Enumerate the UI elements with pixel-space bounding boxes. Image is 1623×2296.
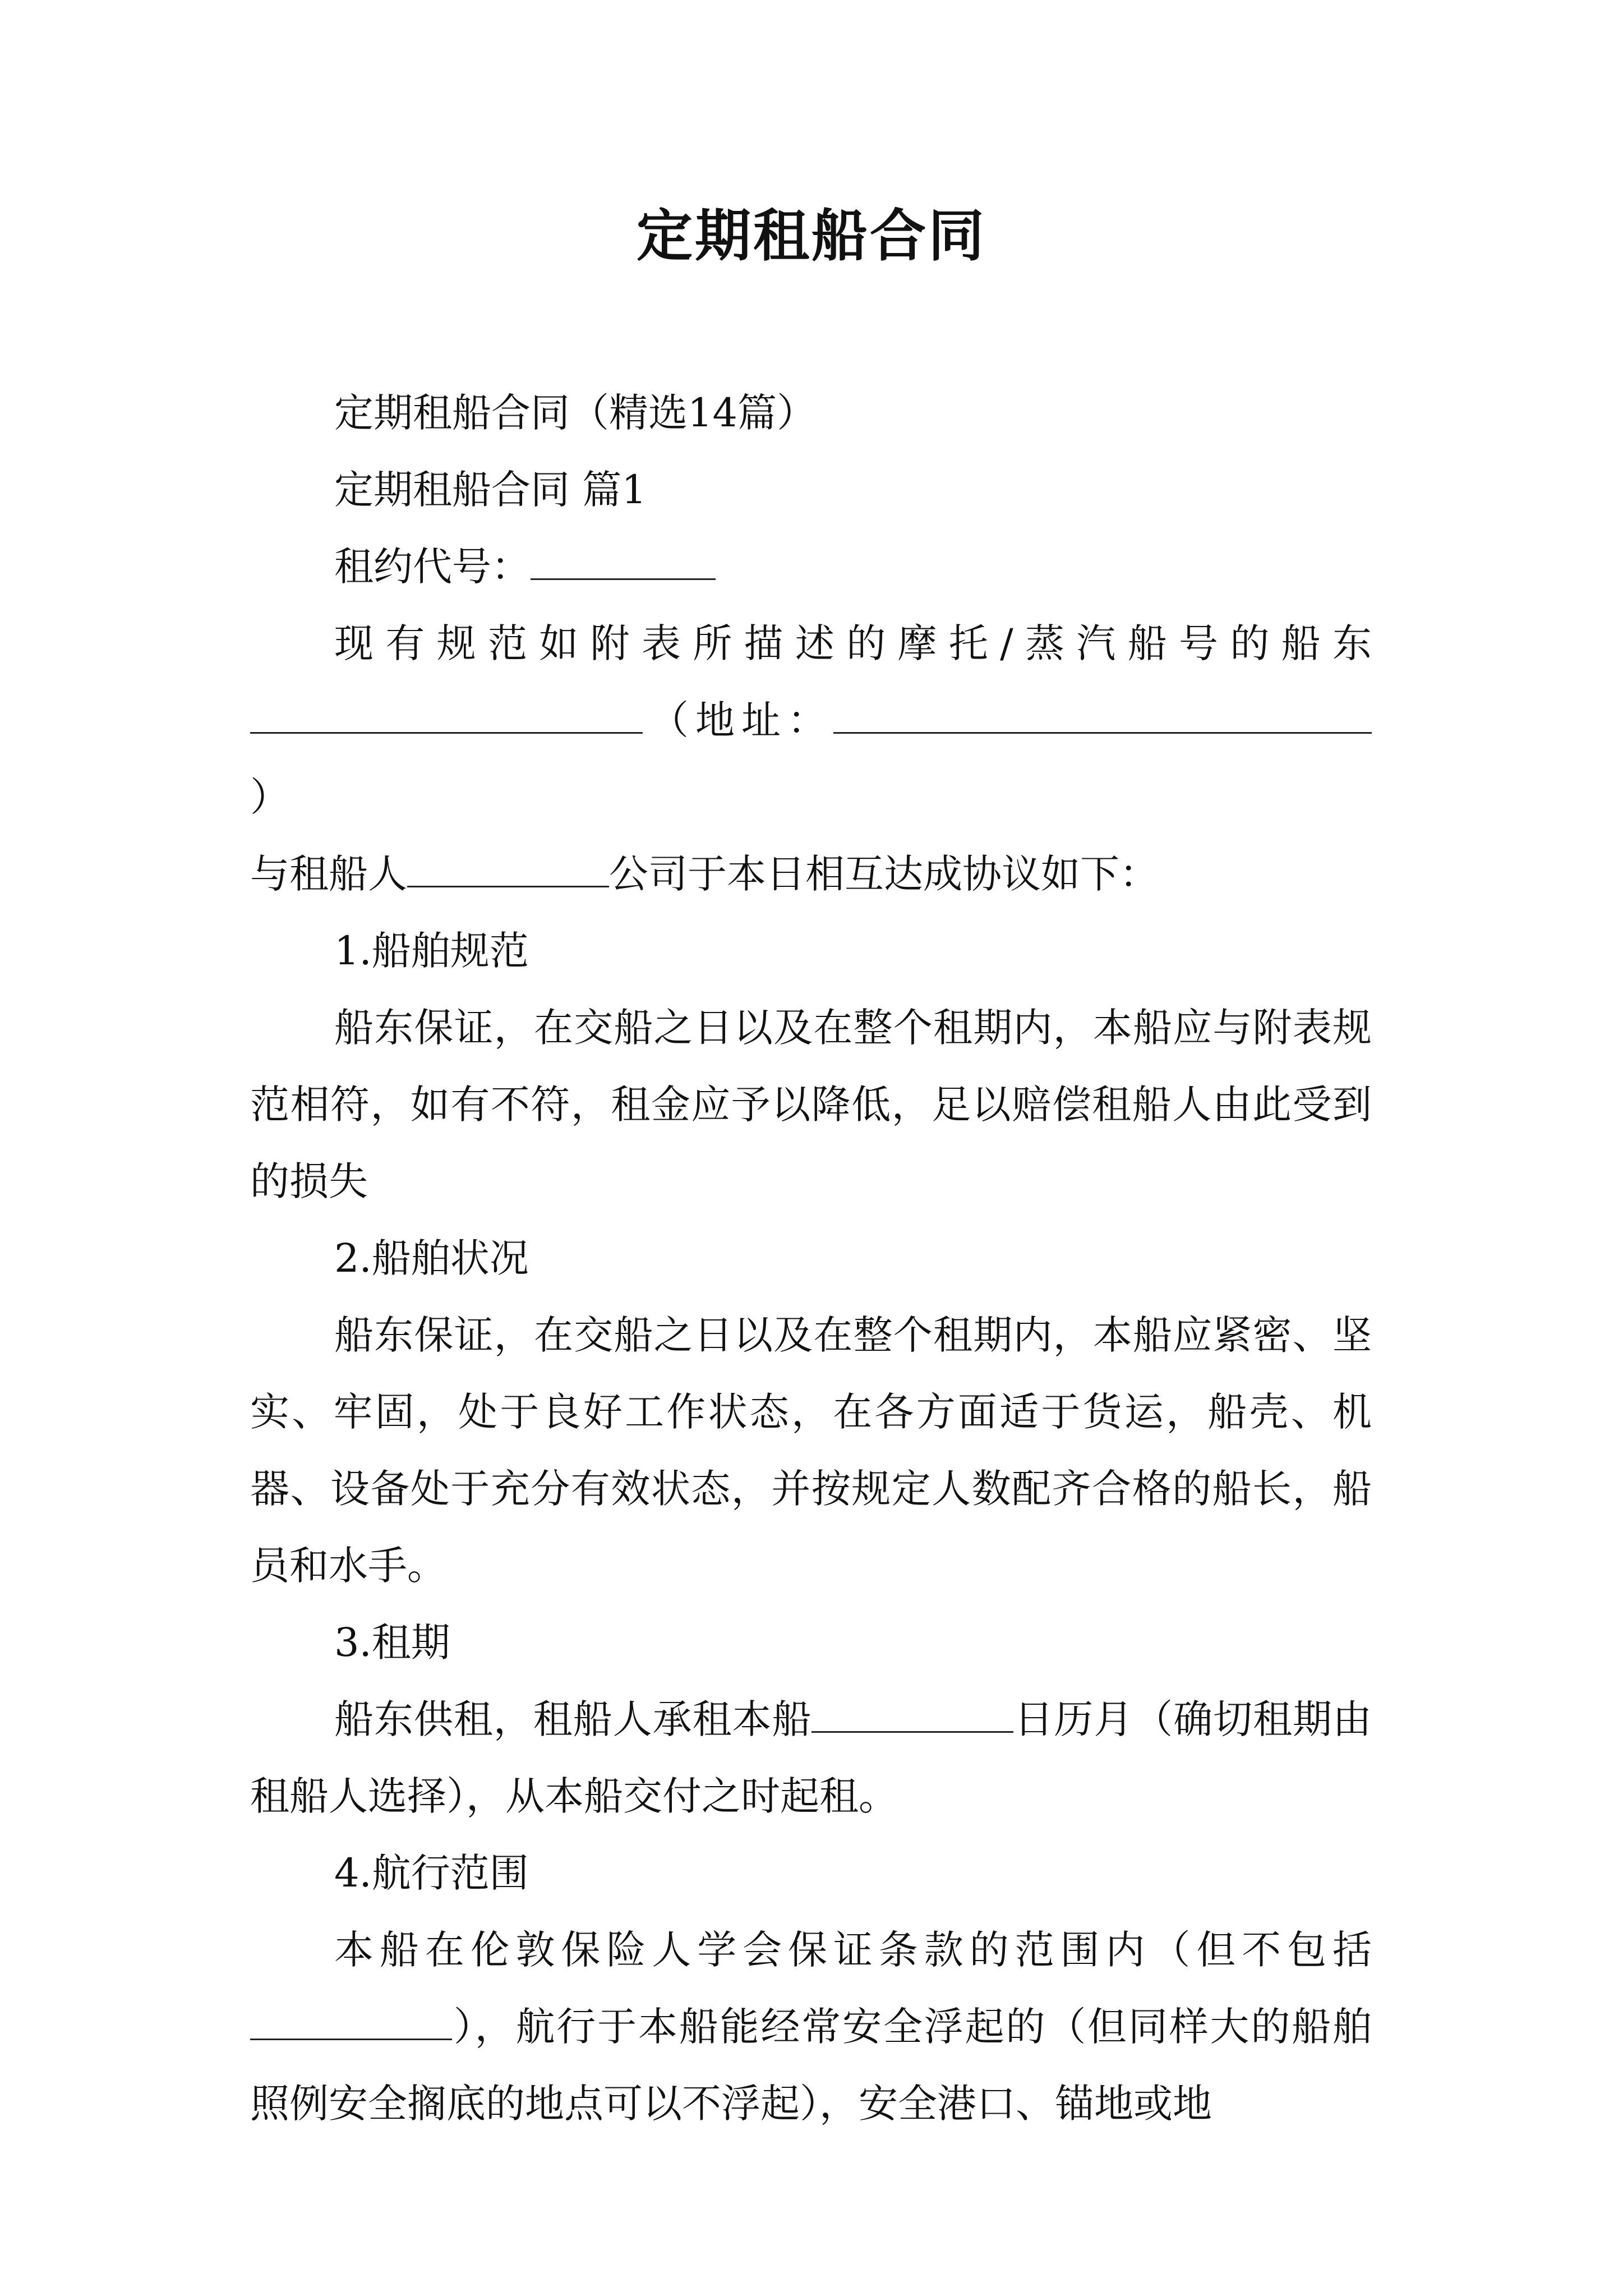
charterer-label: 与租船人 [250, 851, 407, 897]
charter-code-line [250, 528, 1372, 605]
document-title: 定期租船合同 [637, 203, 986, 269]
address-open-label: （地址： [643, 697, 833, 743]
intro-line-2 [250, 682, 1372, 836]
charter-period-blank [811, 1699, 1013, 1733]
clause-text [250, 1681, 1372, 1835]
shipowner-name-blank [250, 700, 643, 734]
address-blank [833, 700, 1372, 734]
trading-limits-text-before: 本船在伦敦保险人学会保证条款的范围内（但不包括 [334, 1927, 1372, 1973]
address-close-label: ） [250, 774, 289, 820]
excluded-areas-blank [250, 2006, 452, 2040]
clause-text: 船东保证，在交船之日以及在整个租期内，本船应紧密、坚实、牢固，处于良好工作状态，在各方面适于货运，船壳、机器、设备处于充分有效状态，并按规定人数配齐合格的船长，船员和水手。 [250, 1312, 1372, 1589]
clause-heading: 1.船舶规范 [334, 928, 529, 974]
clause-text [250, 1912, 1372, 2142]
document-body [250, 375, 1372, 2142]
clause-heading: 2.船舶状况 [334, 1235, 529, 1281]
clause-heading: 3.租期 [334, 1619, 450, 1665]
intro-line-1: 现有规范如附表所描述的摩托/蒸汽船号的船东 [334, 620, 1372, 666]
charterer-name-blank [407, 853, 609, 887]
charter-code-blank [531, 546, 716, 580]
charter-period-text-after: 日历月（确切租期由租船人选择），从本船交付之时起租。 [250, 1696, 1372, 1819]
clause-heading: 4.航行范围 [334, 1850, 529, 1896]
clause-text: 船东保证，在交船之日以及在整个租期内，本船应与附表规范相符，如有不符，租金应予以降低，足以赔偿租船人由此受到的损失 [250, 1005, 1372, 1204]
section-heading: 定期租船合同 篇1 [334, 467, 647, 513]
intro-line-3 [250, 836, 1372, 913]
agreement-text: 公司于本日相互达成协议如下： [609, 851, 1159, 897]
document-subtitle: 定期租船合同（精选14篇） [334, 390, 817, 436]
charter-code-label: 租约代号： [334, 544, 531, 590]
trading-limits-text-after: ），航行于本船能经常安全浮起的（但同样大的船舶照例安全搁底的地点可以不浮起），安全港口、锚地或地 [250, 2004, 1372, 2127]
charter-period-text-before: 船东供租，租船人承租本船 [334, 1696, 812, 1742]
